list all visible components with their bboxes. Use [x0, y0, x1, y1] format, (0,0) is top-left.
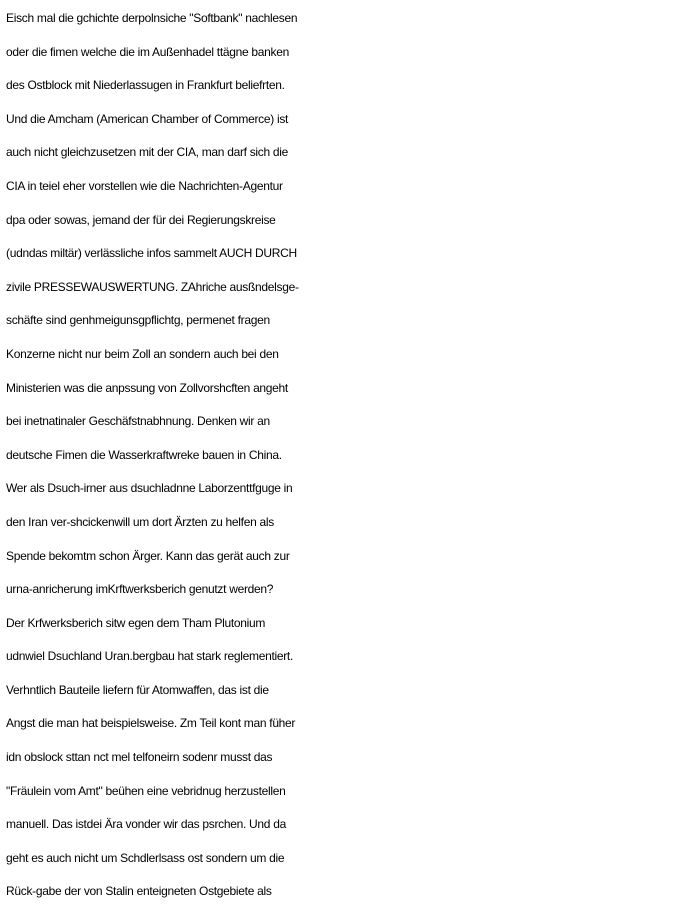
text-line: Ministerien was die anpssung von Zollvorshcften angeht	[6, 380, 288, 395]
text-line: Eisch mal die gchichte derpolnsiche "Softbank" nachlesen	[6, 11, 298, 25]
text-line: Wer als Dsuch-irner aus dsuchladnne Laborzenttfguge in	[6, 481, 293, 496]
text-line: oder die fimen welche die im Außenhadel ttägne banken	[6, 44, 289, 59]
text-line: Verhntlich Bauteile liefern für Atomwaffen, das ist die	[6, 682, 269, 697]
text-line: CIA in teiel eher vorstellen wie die Nachrichten-Agentur	[6, 178, 283, 193]
text-line: auch nicht gleichzusetzen mit der CIA, man darf sich die	[6, 145, 289, 160]
text-line: idn obslock sttan nct mel telfoneirn sodenr musst das	[6, 750, 273, 765]
text-line: manuell. Das istdei Ära vonder wir das psrchen. Und da	[6, 817, 286, 832]
text-line: zivile PRESSEWAUSWERTUNG. ZAhriche ausßndelsge-	[6, 279, 299, 294]
text-line: "Fräulein vom Amt" beühen eine vebridnug herzustellen	[6, 783, 286, 798]
text-line: dpa oder sowas, jemand der für dei Regierungskreise	[6, 212, 276, 227]
text-line: Spende bekomtm schon Ärger. Kann das gerät auch zur	[6, 548, 290, 563]
text-line: Und die Amcham (American Chamber of Commerce) ist	[6, 111, 289, 126]
text-line: udnwiel Dsuchland Uran.bergbau hat stark reglementiert.	[6, 649, 293, 664]
text-line: den Iran ver-shcickenwill um dort Ärzten zu helfen als	[6, 514, 274, 529]
text-line: des Ostblock mit Niederlassugen in Frankfurt beliefrten.	[6, 78, 285, 93]
text-line: Rück-gabe der von Stalin enteigneten Ostgebiete als	[6, 884, 272, 899]
text-line: schäfte sind genhmeigunsgpflichtg, permenet fragen	[6, 313, 270, 328]
text-line: deutsche Fimen die Wasserkraftwreke bauen in China.	[6, 447, 282, 462]
text-line: geht es auch nicht um Schdlerlsass ost sondern um die	[6, 850, 285, 865]
text-line: Der Krfwerksberich sitw egen dem Tham Plutonium	[6, 615, 266, 630]
text-line: urna-anricherung imKrftwerksberich genutzt werden?	[6, 582, 274, 597]
text-line: (udndas miltär) verlässliche infos sammelt AUCH DURCH	[6, 246, 297, 261]
text-line: bei inetnatinaler Geschäfstnabhnung. Denken wir an	[6, 414, 270, 429]
text-line: Konzerne nicht nur beim Zoll an sondern auch bei den	[6, 346, 279, 361]
text-line: Angst die man hat beispielsweise. Zm Teil kont man füher	[6, 716, 296, 731]
